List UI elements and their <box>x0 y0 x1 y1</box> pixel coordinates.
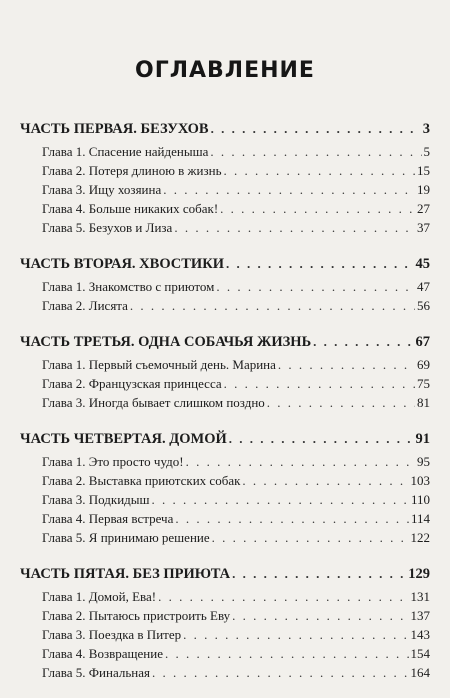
part-heading <box>20 428 430 450</box>
part-heading-page-number: 45 <box>415 256 430 272</box>
dot-leader <box>210 142 421 161</box>
dot-leader <box>232 563 406 585</box>
chapter-entry-label: Глава 5. Финальная <box>42 665 150 680</box>
chapter-entry-page-number: 103 <box>410 473 430 488</box>
chapter-entry-page-number: 47 <box>417 279 430 294</box>
chapter-entry-label: Глава 5. Безухов и Лиза <box>42 220 173 235</box>
dot-leader <box>152 490 409 509</box>
dot-leader <box>278 355 415 374</box>
dot-leader <box>232 606 408 625</box>
chapter-entry-page-number: 69 <box>417 357 430 372</box>
chapter-entry-label: Глава 4. Возвращение <box>42 646 163 661</box>
part-heading-label: ЧАСТЬ ТРЕТЬЯ. ОДНА СОБАЧЬЯ ЖИЗНЬ <box>20 334 312 350</box>
chapter-entry <box>20 218 430 237</box>
chapter-entry <box>20 528 430 547</box>
dot-leader <box>224 161 415 180</box>
chapter-entry <box>20 509 430 528</box>
chapter-entry-label: Глава 1. Домой, Ева! <box>42 589 157 604</box>
chapter-entry <box>20 296 430 315</box>
dot-leader <box>211 118 421 140</box>
chapter-entry-page-number: 122 <box>410 530 430 545</box>
dot-leader <box>163 180 415 199</box>
chapter-entry-label: Глава 3. Поездка в Питер <box>42 627 182 642</box>
part-heading <box>20 331 430 353</box>
part-heading-label: ЧАСТЬ ЧЕТВЕРТАЯ. ДОМОЙ <box>20 431 227 447</box>
part-heading <box>20 118 430 140</box>
chapter-entry-label: Глава 2. Потеря длиною в жизнь <box>42 163 222 178</box>
chapter-entry <box>20 277 430 296</box>
dot-leader <box>175 509 409 528</box>
chapter-entry-page-number: 15 <box>417 163 430 178</box>
chapter-entry-label: Глава 3. Иногда бывает слишком поздно <box>42 395 265 410</box>
dot-leader <box>174 218 415 237</box>
part-heading-label: ЧАСТЬ ПЕРВАЯ. БЕЗУХОВ <box>20 121 209 137</box>
chapter-entry <box>20 625 430 644</box>
chapter-entry <box>20 452 430 471</box>
chapter-entry <box>20 374 430 393</box>
table-of-contents <box>20 118 430 698</box>
chapter-entry-label: Глава 2. Лисята <box>42 298 128 313</box>
chapter-entry-label: Глава 4. Первая встреча <box>42 511 174 526</box>
chapter-entry-page-number: 19 <box>417 182 430 197</box>
chapter-entry-page-number: 110 <box>410 492 430 507</box>
dot-leader <box>220 199 415 218</box>
chapter-entry-page-number: 37 <box>417 220 430 235</box>
dot-leader <box>229 428 414 450</box>
dot-leader <box>267 393 415 412</box>
chapter-entry <box>20 142 430 161</box>
chapter-entry-page-number: 95 <box>417 454 430 469</box>
dot-leader <box>130 296 415 315</box>
part-heading-label: ЧАСТЬ ПЯТАЯ. БЕЗ ПРИЮТА <box>20 566 231 582</box>
part-heading-page-number: 129 <box>408 566 430 582</box>
chapter-entry-label: Глава 1. Спасение найденыша <box>42 144 209 159</box>
part-heading-page-number: 3 <box>422 121 430 137</box>
dot-leader <box>242 471 408 490</box>
toc-part <box>20 563 430 682</box>
chapter-entry-page-number: 5 <box>423 144 430 159</box>
chapter-entry-page-number: 131 <box>410 589 430 604</box>
part-heading <box>20 253 430 275</box>
chapter-entry <box>20 355 430 374</box>
chapter-entry <box>20 606 430 625</box>
chapter-entry-label: Глава 3. Подкидыш <box>42 492 150 507</box>
chapter-entry-page-number: 27 <box>417 201 430 216</box>
chapter-entry <box>20 471 430 490</box>
chapter-entry-page-number: 143 <box>410 627 430 642</box>
part-heading-page-number: 67 <box>415 334 430 350</box>
dot-leader <box>313 331 413 353</box>
dot-leader <box>158 587 408 606</box>
chapter-entry <box>20 587 430 606</box>
dot-leader <box>152 663 409 682</box>
chapter-entry <box>20 644 430 663</box>
chapter-entry-label: Глава 4. Больше никаких собак! <box>42 201 219 216</box>
chapter-entry <box>20 180 430 199</box>
toc-part <box>20 118 430 237</box>
chapter-entry-label: Глава 1. Это просто чудо! <box>42 454 184 469</box>
dot-leader <box>186 452 415 471</box>
chapter-entry-page-number: 154 <box>410 646 430 661</box>
chapter-entry-label: Глава 3. Ищу хозяина <box>42 182 162 197</box>
chapter-entry-page-number: 81 <box>417 395 430 410</box>
toc-part <box>20 428 430 547</box>
chapter-entry-label: Глава 1. Знакомство с приютом <box>42 279 215 294</box>
dot-leader <box>165 644 409 663</box>
chapter-entry-label: Глава 2. Пытаюсь пристроить Еву <box>42 608 231 623</box>
dot-leader <box>224 374 415 393</box>
dot-leader <box>212 528 409 547</box>
chapter-entry <box>20 161 430 180</box>
toc-part <box>20 253 430 315</box>
chapter-entry-label: Глава 5. Я принимаю решение <box>42 530 210 545</box>
chapter-entry-label: Глава 1. Первый съемочный день. Марина <box>42 357 276 372</box>
chapter-entry-label: Глава 2. Выставка приютских собак <box>42 473 241 488</box>
chapter-entry-page-number: 164 <box>410 665 430 680</box>
page-title: ОГЛАВЛЕНИЕ <box>135 58 315 83</box>
chapter-entry <box>20 663 430 682</box>
dot-leader <box>183 625 408 644</box>
chapter-entry-page-number: 137 <box>410 608 430 623</box>
chapter-entry <box>20 393 430 412</box>
chapter-entry-page-number: 75 <box>417 376 430 391</box>
dot-leader <box>216 277 415 296</box>
chapter-entry <box>20 490 430 509</box>
toc-part <box>20 331 430 412</box>
part-heading-label: ЧАСТЬ ВТОРАЯ. ХВОСТИКИ <box>20 256 224 272</box>
part-heading-page-number: 91 <box>415 431 430 447</box>
dot-leader <box>226 253 414 275</box>
chapter-entry-page-number: 56 <box>417 298 430 313</box>
part-heading <box>20 563 430 585</box>
chapter-entry-label: Глава 2. Французская принцесса <box>42 376 222 391</box>
chapter-entry-page-number: 114 <box>410 511 430 526</box>
chapter-entry <box>20 199 430 218</box>
